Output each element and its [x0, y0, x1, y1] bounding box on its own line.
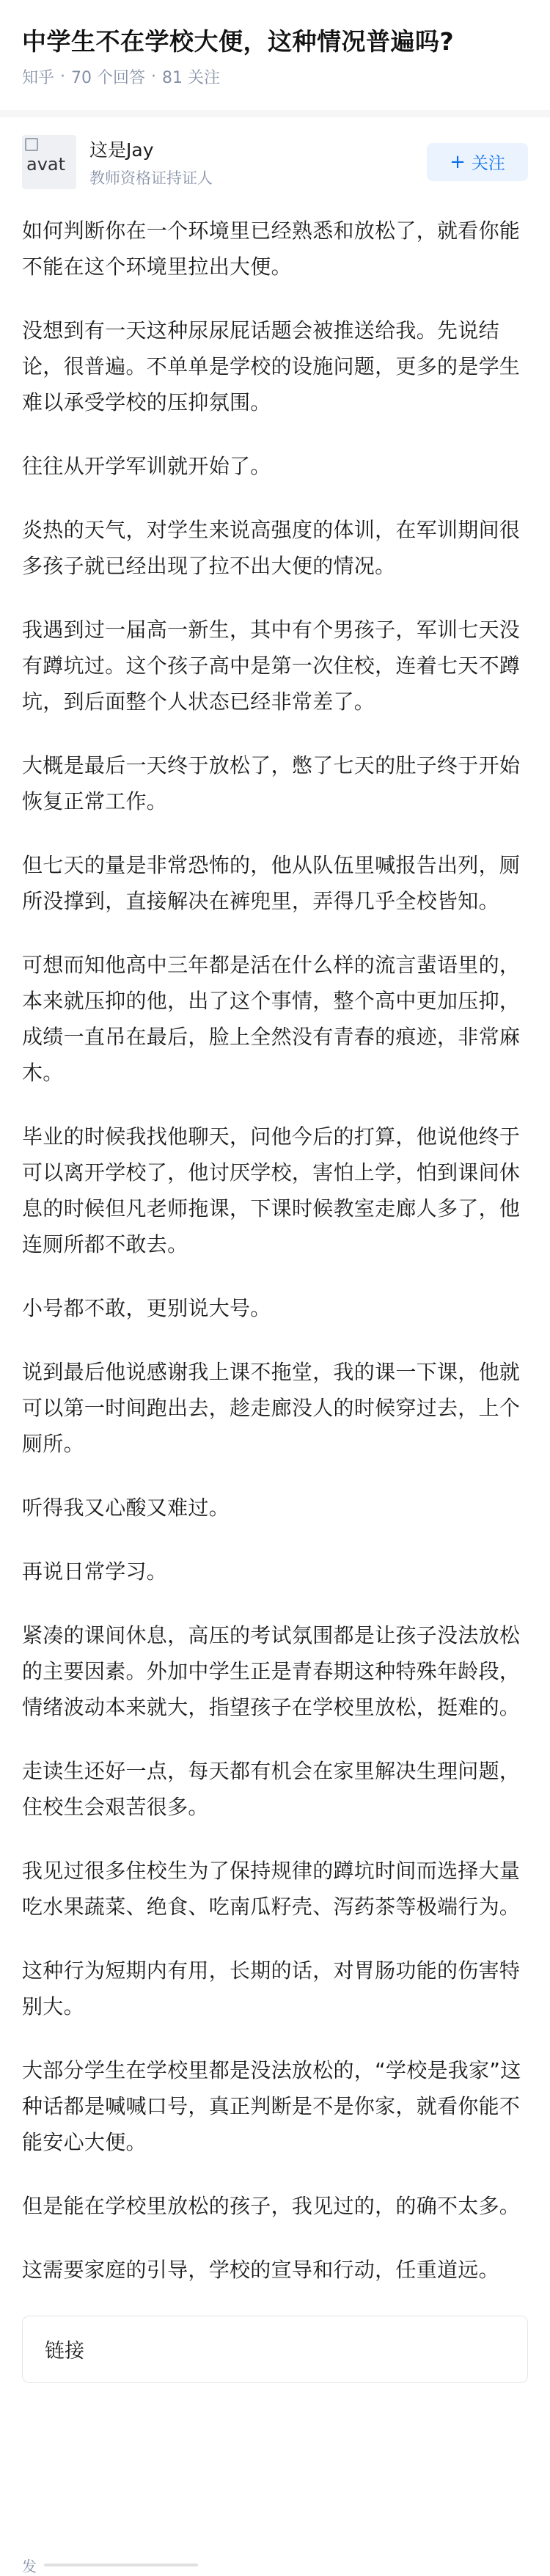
answer-paragraph: 可想而知他高中三年都是活在什么样的流言蜚语里的，本来就压抑的他，出了这个事情，整个高中更加压抑，成绩一直吊在最后，脸上全然没有青春的痕迹，非常麻木。 [22, 952, 521, 1085]
answer-paragraph: 我见过很多住校生为了保持规律的蹲坑时间而选择大量吃水果蔬菜、绝食、吃南瓜籽壳、泻药茶等极端行为。 [22, 1858, 521, 1919]
avatar[interactable] [22, 135, 76, 189]
source-label[interactable]: 知乎 [22, 68, 55, 87]
follower-count: 81 关注 [162, 68, 221, 87]
section-divider [0, 110, 550, 117]
answer-paragraph: 我遇到过一届高一新生，其中有个男孩子，军训七天没有蹲坑过。这个孩子高中是第一次住校，连着七天不蹲坑，到后面整个人状态已经非常差了。 [22, 617, 521, 714]
answer-paragraph: 这种行为短期内有用，长期的话，对胃肠功能的伤害特别大。 [22, 1958, 521, 2019]
answer-content [0, 192, 550, 2288]
answer-paragraph: 这需要家庭的引导，学校的宣导和行动，任重道远。 [22, 2257, 499, 2282]
answer-paragraph: 炎热的天气，对学生来说高强度的体训，在军训期间很多孩子就已经出现了拉不出大便的情况。 [22, 517, 521, 578]
meta-separator: · [151, 67, 157, 86]
answer-paragraph: 毕业的时候我找他聊天，问他今后的打算，他说他终于可以离开学校了，他讨厌学校，害怕上学，怕到课间休息的时候但凡老师拖课，下课时候教室走廊人多了，他连厕所都不敢去。 [22, 1124, 521, 1256]
answer-paragraph: 往往从开学军训就开始了。 [22, 453, 271, 478]
answer-paragraph: 再说日常学习。 [22, 1559, 168, 1584]
author-description: 教师资格证持证人 [89, 169, 213, 187]
avatar-alt-text: avat [26, 153, 66, 175]
answer-paragraph: 没想到有一天这种尿尿屁话题会被推送给我。先说结论，很普遍。不单单是学校的设施问题，更多的是学生难以承受学校的压抑氛围。 [22, 318, 521, 414]
author-name[interactable]: 这是Jay [89, 139, 154, 161]
question-header [0, 0, 550, 88]
answer-paragraph: 说到最后他说感谢我上课不拖堂，我的课一下课，他就可以第一时间跑出去，趁走廊没人的时候穿过去，上个厕所。 [22, 1359, 521, 1456]
footer-strip [22, 2554, 198, 2576]
answer-paragraph: 听得我又心酸又难过。 [22, 1495, 230, 1520]
answer-paragraph: 如何判断你在一个环境里已经熟悉和放松了，就看你能不能在这个环境里拉出大便。 [22, 218, 521, 279]
author-bar [0, 117, 550, 192]
author-info [89, 136, 427, 189]
question-title[interactable]: 中学生不在学校大便，这种情况普遍吗? [22, 27, 455, 56]
broken-image-icon [25, 138, 38, 151]
link-card[interactable] [22, 2316, 528, 2383]
follow-label: 关注 [471, 154, 505, 174]
answer-paragraph: 大概是最后一天终于放松了，憋了七天的肚子终于开始恢复正常工作。 [22, 753, 521, 813]
answer-count[interactable]: 70 个回答 [71, 68, 146, 87]
answer-paragraph: 但是能在学校里放松的孩子，我见过的，的确不太多。 [22, 2193, 521, 2218]
plus-icon: + [450, 150, 466, 173]
answer-paragraph: 紧凑的课间休息，高压的考试氛围都是让孩子没法放松的主要因素。外加中学生正是青春期这种特殊年龄段，情绪波动本来就大，指望孩子在学校里放松，挺难的。 [22, 1622, 521, 1719]
footer-fragment: 发 [22, 2557, 37, 2575]
meta-separator: · [60, 67, 66, 86]
footer-placeholder-bar [44, 2564, 198, 2566]
answer-paragraph: 但七天的量是非常恐怖的，他从队伍里喊报告出列，厕所没撑到，直接解决在裤兜里，弄得几乎全校皆知。 [22, 852, 521, 913]
answer-paragraph: 大部分学生在学校里都是没法放松的，“学校是我家”这种话都是喊喊口号，真正判断是不是你家，就看你能不能安心大便。 [22, 2057, 521, 2154]
link-card-label: 链接 [45, 2340, 84, 2363]
follow-button[interactable] [427, 143, 528, 181]
answer-paragraph: 走读生还好一点，每天都有机会在家里解决生理问题，住校生会艰苦很多。 [22, 1758, 521, 1819]
answer-paragraph: 小号都不敢，更别说大号。 [22, 1295, 271, 1320]
question-meta [22, 65, 528, 88]
